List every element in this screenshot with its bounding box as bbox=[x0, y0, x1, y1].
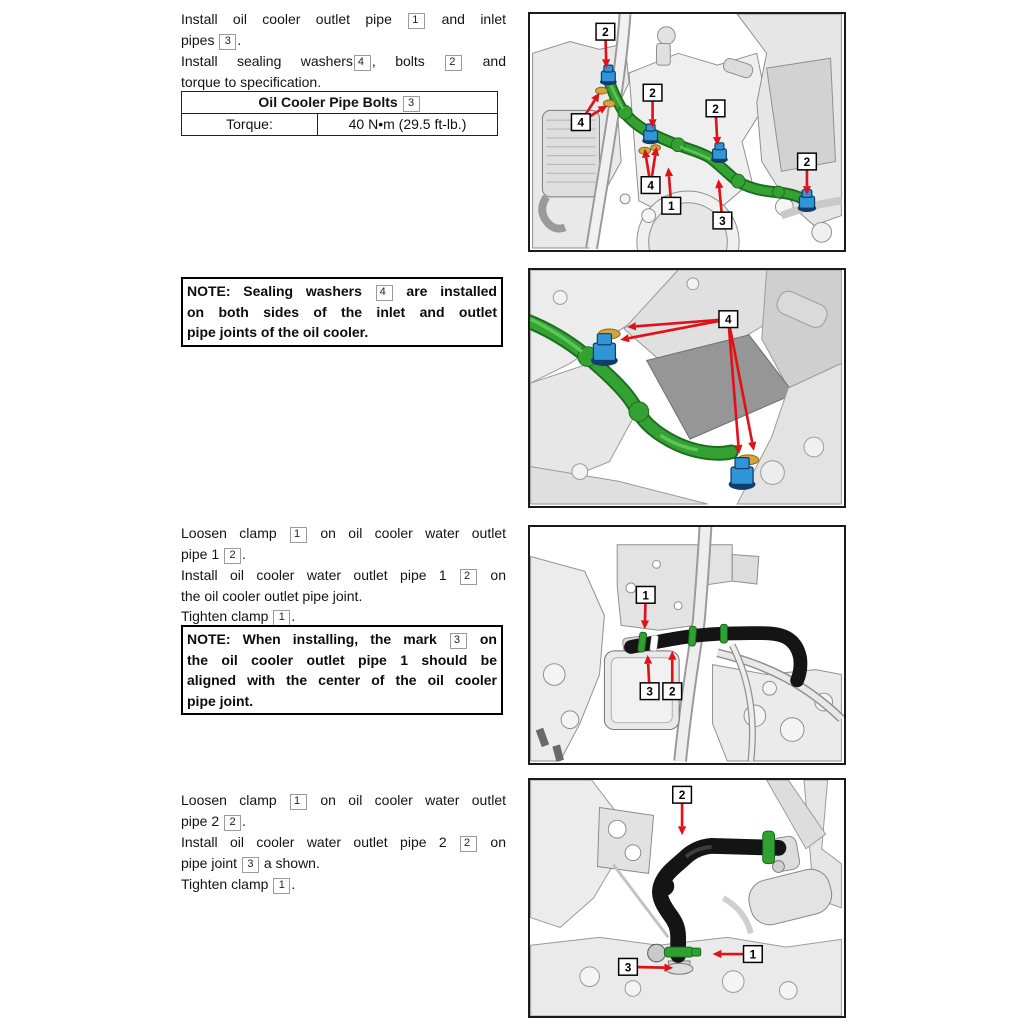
text-line: pipe joint. bbox=[187, 692, 254, 709]
text-line: on both sides of the inlet and outlet bbox=[187, 304, 497, 320]
callout-arrowhead bbox=[620, 334, 629, 342]
figure-water-outlet-pipe-2 bbox=[528, 778, 846, 1018]
text-line: torque to specification. bbox=[181, 74, 322, 90]
ref-box: 3 bbox=[242, 857, 259, 873]
callout-label: 1 bbox=[667, 199, 675, 214]
engine-art bbox=[531, 780, 842, 1016]
ref-box: 3 bbox=[219, 34, 236, 50]
callout-label: 4 bbox=[647, 178, 654, 193]
torque-spec-table bbox=[181, 91, 498, 136]
figure-water-outlet-pipe-1 bbox=[528, 525, 846, 765]
paragraph bbox=[181, 523, 506, 565]
callout-label: 2 bbox=[649, 86, 656, 101]
ref-box: 4 bbox=[376, 285, 393, 301]
callout-label: 2 bbox=[712, 101, 719, 116]
text-line: Install oil cooler water outlet pipe 1 2 on bbox=[181, 567, 506, 583]
callout-label: 2 bbox=[668, 684, 676, 699]
ref-box: 2 bbox=[224, 548, 241, 564]
ref-box: 1 bbox=[408, 13, 425, 29]
ref-box: 2 bbox=[445, 55, 462, 71]
torque-spec-title-text: Oil Cooler Pipe Bolts bbox=[258, 94, 398, 110]
engine-art bbox=[531, 270, 842, 504]
callout-arrowhead bbox=[678, 826, 686, 835]
hex-bolt bbox=[648, 944, 666, 962]
paragraph bbox=[181, 565, 506, 606]
text-line: Install oil cooler outlet pipe 1 and inlet bbox=[181, 11, 506, 27]
figure-oil-cooler-pipes-overview bbox=[528, 12, 846, 252]
ref-box: 1 bbox=[273, 610, 290, 626]
ref-box: 2 bbox=[460, 836, 477, 852]
ref-box: 1 bbox=[290, 527, 307, 543]
paragraph bbox=[181, 9, 506, 51]
text-line: pipes 3 . bbox=[181, 32, 242, 48]
callout-label: 2 bbox=[803, 154, 811, 169]
ref-box: 3 bbox=[403, 96, 420, 112]
note-mark-alignment bbox=[181, 625, 503, 715]
text-line: pipe 1 2 . bbox=[181, 546, 246, 562]
callout-label: 3 bbox=[646, 684, 653, 699]
ref-box: 1 bbox=[290, 794, 307, 810]
text-line: pipe 2 2 . bbox=[181, 813, 246, 829]
text-line: pipe joints of the oil cooler. bbox=[187, 324, 369, 341]
paragraph bbox=[181, 51, 506, 92]
ref-box: 4 bbox=[354, 55, 371, 71]
text-line: Tighten clamp 1 . bbox=[181, 876, 296, 892]
callout-label: 3 bbox=[624, 960, 632, 975]
section-outlet-pipe-1-text bbox=[181, 523, 506, 627]
ref-box: 2 bbox=[224, 815, 241, 831]
text-line: Install sealing washers 4 , bolts 2 and bbox=[181, 53, 506, 69]
callout-label: 4 bbox=[577, 115, 585, 130]
torque-label-cell: Torque: bbox=[182, 114, 318, 135]
callout-label: 3 bbox=[719, 213, 726, 228]
torque-value-cell: 40 N•m (29.5 ft-lb.) bbox=[348, 116, 467, 132]
text-line: the oil cooler outlet pipe 1 should be bbox=[187, 652, 497, 668]
text-line: pipe joint 3 a shown. bbox=[181, 855, 320, 871]
paragraph bbox=[181, 832, 506, 874]
section-outlet-pipe-2-text bbox=[181, 790, 506, 895]
text-line: NOTE: Sealing washers 4 are installed bbox=[187, 283, 497, 299]
callout-label: 2 bbox=[602, 25, 609, 40]
text-line: aligned with the center of the oil cooler bbox=[187, 672, 497, 689]
ref-box: 3 bbox=[450, 633, 467, 649]
note-sealing-washers bbox=[181, 277, 503, 347]
section-install-pipes-text bbox=[181, 9, 506, 92]
text-line: Loosen clamp 1 on oil cooler water outlet bbox=[181, 525, 506, 541]
torque-spec-table-title bbox=[182, 92, 497, 114]
paragraph bbox=[181, 606, 506, 627]
text-line: Loosen clamp 1 on oil cooler water outlet bbox=[181, 792, 506, 808]
callout-arrowhead bbox=[748, 441, 756, 450]
paragraph bbox=[181, 790, 506, 832]
callout-label: 2 bbox=[678, 788, 686, 803]
text-line: NOTE: When installing, the mark 3 on bbox=[187, 631, 497, 647]
callout-label: 1 bbox=[642, 588, 649, 603]
sealing-washer bbox=[596, 87, 608, 94]
callout-label: 4 bbox=[725, 312, 732, 327]
callout-label: 1 bbox=[749, 947, 757, 962]
torque-spec-row bbox=[182, 114, 497, 135]
figure-sealing-washers-detail bbox=[528, 268, 846, 508]
paragraph bbox=[181, 874, 506, 895]
text-line: Tighten clamp 1 . bbox=[181, 608, 296, 624]
text-line: Install oil cooler water outlet pipe 2 2 on bbox=[181, 834, 506, 850]
ref-box: 2 bbox=[460, 569, 477, 585]
text-line: the oil cooler outlet pipe joint. bbox=[181, 588, 363, 604]
ref-box: 1 bbox=[273, 878, 290, 894]
